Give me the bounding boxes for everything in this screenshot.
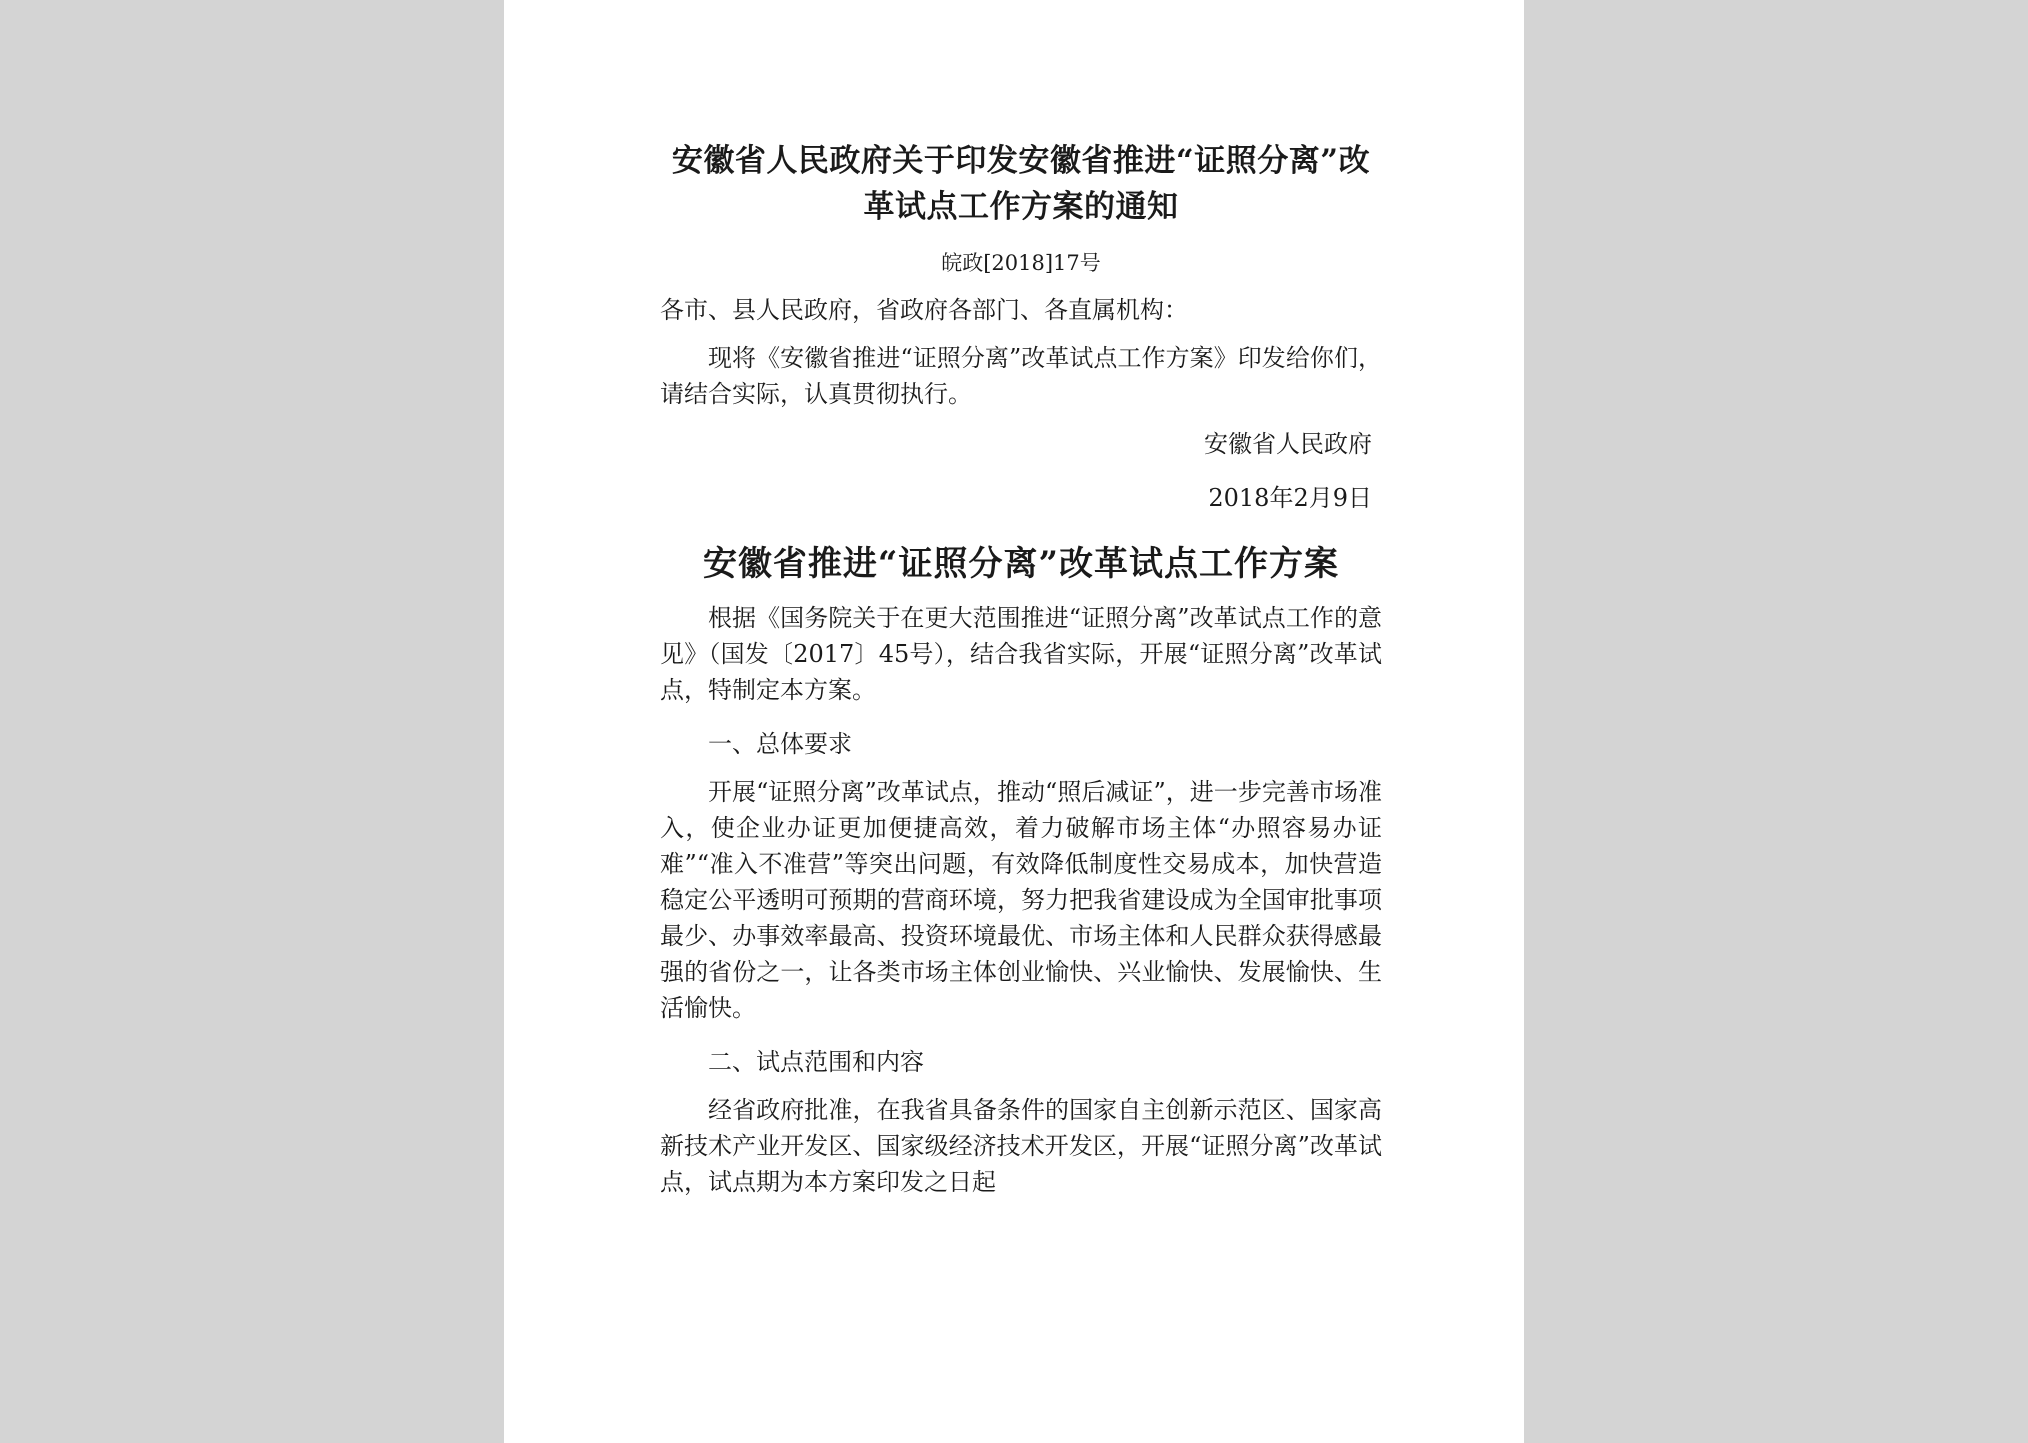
document-page [504, 0, 1524, 1443]
signer: 安徽省人民政府 [1204, 430, 1372, 458]
salutation: 各市、县人民政府，省政府各部门、各直属机构： [660, 296, 1188, 324]
document-number: 皖政[2018]17号 [941, 251, 1101, 275]
issue-date: 2018年2月9日 [1208, 484, 1372, 512]
intro-paragraph: 现将《安徽省推进“证照分离”改革试点工作方案》印发给你们，请结合实际，认真贯彻执行。 [660, 344, 1382, 408]
section-body-2: 经省政府批准，在我省具备条件的国家自主创新示范区、国家高新技术产业开发区、国家级经济技术开发区，开展“证照分离”改革试点，试点期为本方案印发之日起 [660, 1096, 1382, 1196]
notice-title: 安徽省人民政府关于印发安徽省推进“证照分离”改革试点工作方案的通知 [671, 143, 1371, 225]
preamble-paragraph: 根据《国务院关于在更大范围推进“证照分离”改革试点工作的意见》（国发〔2017〕45号），结合我省实际，开展“证照分离”改革试点，特制定本方案。 [660, 604, 1382, 704]
section-heading-1: 一、总体要求 [708, 730, 852, 758]
plan-title: 安徽省推进“证照分离”改革试点工作方案 [702, 544, 1340, 584]
section-body-1: 开展“证照分离”改革试点，推动“照后减证”，进一步完善市场准入，使企业办证更加便捷高效，着力破解市场主体“办照容易办证难”“准入不准营”等突出问题，有效降低制度性交易成本，加快营造稳定公平透明可预期的营商环境，努力把我省建设成为全国审批事项最少、办事效率最高、投资环境最优、市场主体和人民群众获得感最强的省份之一，让各类市场主体创业愉快、兴业愉快、发展愉快、生活愉快。 [660, 778, 1382, 1022]
section-heading-2: 二、试点范围和内容 [708, 1048, 924, 1076]
